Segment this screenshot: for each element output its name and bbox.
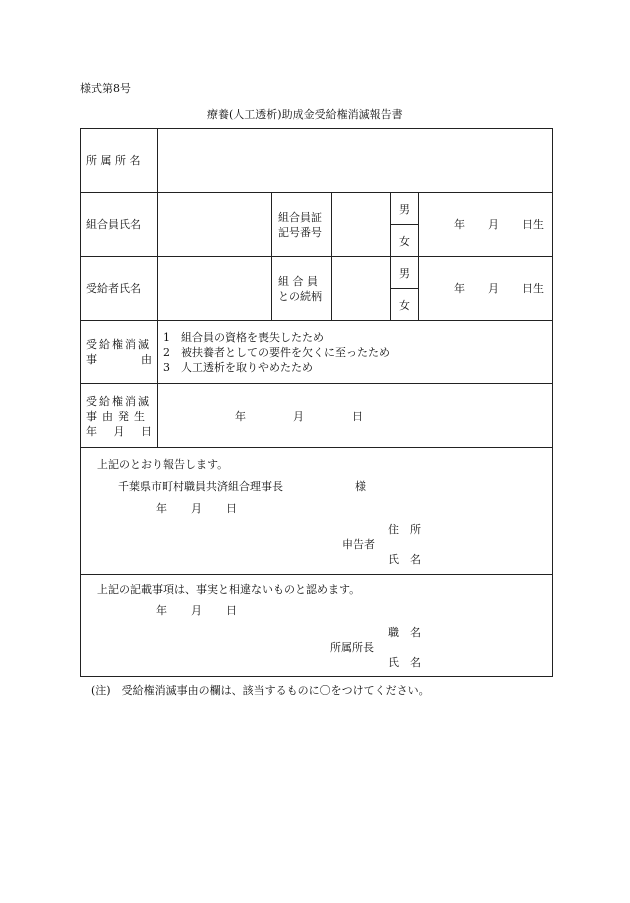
recipient-name-label: 受給者氏名 <box>86 282 141 295</box>
certification-date-day: 日 <box>226 604 237 617</box>
reason-item-1[interactable]: 1 組合員の資格を喪失したため <box>163 331 324 344</box>
footnote: (注) 受給権消滅事由の欄は、該当するものに〇をつけてください。 <box>91 684 430 697</box>
report-statement: 上記のとおり報告します。 <box>97 458 229 471</box>
occurrence-label-3: 年 月 日 <box>86 425 152 438</box>
recipient-name-field[interactable] <box>158 257 271 320</box>
form-number: 様式第8号 <box>80 82 131 95</box>
recipient-birth-year: 年 <box>454 282 465 295</box>
reporter-name-label: 氏 名 <box>388 553 421 566</box>
occurrence-month: 月 <box>293 410 304 423</box>
affiliation-field[interactable] <box>158 129 552 192</box>
head-label: 所属所長 <box>330 641 374 654</box>
reason-item-2[interactable]: 2 被扶養者としての要件を欠くに至ったため <box>163 346 390 359</box>
report-honorific: 様 <box>355 480 366 493</box>
occurrence-day: 日 <box>352 410 363 423</box>
recipient-male-option[interactable]: 男 <box>399 267 410 280</box>
report-date-year: 年 <box>156 502 167 515</box>
occurrence-label-1: 受給権消滅 <box>86 395 151 408</box>
affiliation-label: 所 属 所 名 <box>86 154 141 167</box>
head-title-label: 職 名 <box>388 626 421 639</box>
report-date-day: 日 <box>226 502 237 515</box>
form-title: 療養(人工透析)助成金受給権消滅報告書 <box>207 108 403 121</box>
member-birth-month: 月 <box>488 218 499 231</box>
member-birth-day: 日生 <box>522 218 544 231</box>
member-cert-field[interactable] <box>332 193 390 256</box>
reporter-label: 申告者 <box>342 538 375 551</box>
head-name-label: 氏 名 <box>388 656 421 669</box>
certification-date-year: 年 <box>156 604 167 617</box>
member-cert-label-1: 組合員証 <box>278 211 322 224</box>
member-female-option[interactable]: 女 <box>399 235 410 248</box>
reporter-address-label: 住 所 <box>388 523 421 536</box>
occurrence-label-2: 事由発生 <box>86 410 150 423</box>
relation-label-1: 組 合 員 <box>278 275 318 288</box>
member-name-field[interactable] <box>158 193 271 256</box>
certification-statement: 上記の記載事項は、事実と相違ないものと認めます。 <box>97 583 361 596</box>
certification-date-month: 月 <box>191 604 202 617</box>
report-date-month: 月 <box>191 502 202 515</box>
occurrence-year: 年 <box>235 410 246 423</box>
reason-item-3[interactable]: 3 人工透析を取りやめたため <box>163 361 313 374</box>
member-name-label: 組合員氏名 <box>86 218 141 231</box>
recipient-birth-day: 日生 <box>522 282 544 295</box>
recipient-birth-month: 月 <box>488 282 499 295</box>
relation-field[interactable] <box>332 257 390 320</box>
recipient-female-option[interactable]: 女 <box>399 299 410 312</box>
reason-label-1: 受給権消滅 <box>86 338 151 351</box>
report-addressee: 千葉県市町村職員共済組合理事長 <box>118 480 283 493</box>
relation-label-2: との続柄 <box>278 290 322 303</box>
member-cert-label-2: 記号番号 <box>278 226 322 239</box>
member-birth-year: 年 <box>454 218 465 231</box>
member-male-option[interactable]: 男 <box>399 203 410 216</box>
reason-label-2: 事 由 <box>86 353 152 366</box>
